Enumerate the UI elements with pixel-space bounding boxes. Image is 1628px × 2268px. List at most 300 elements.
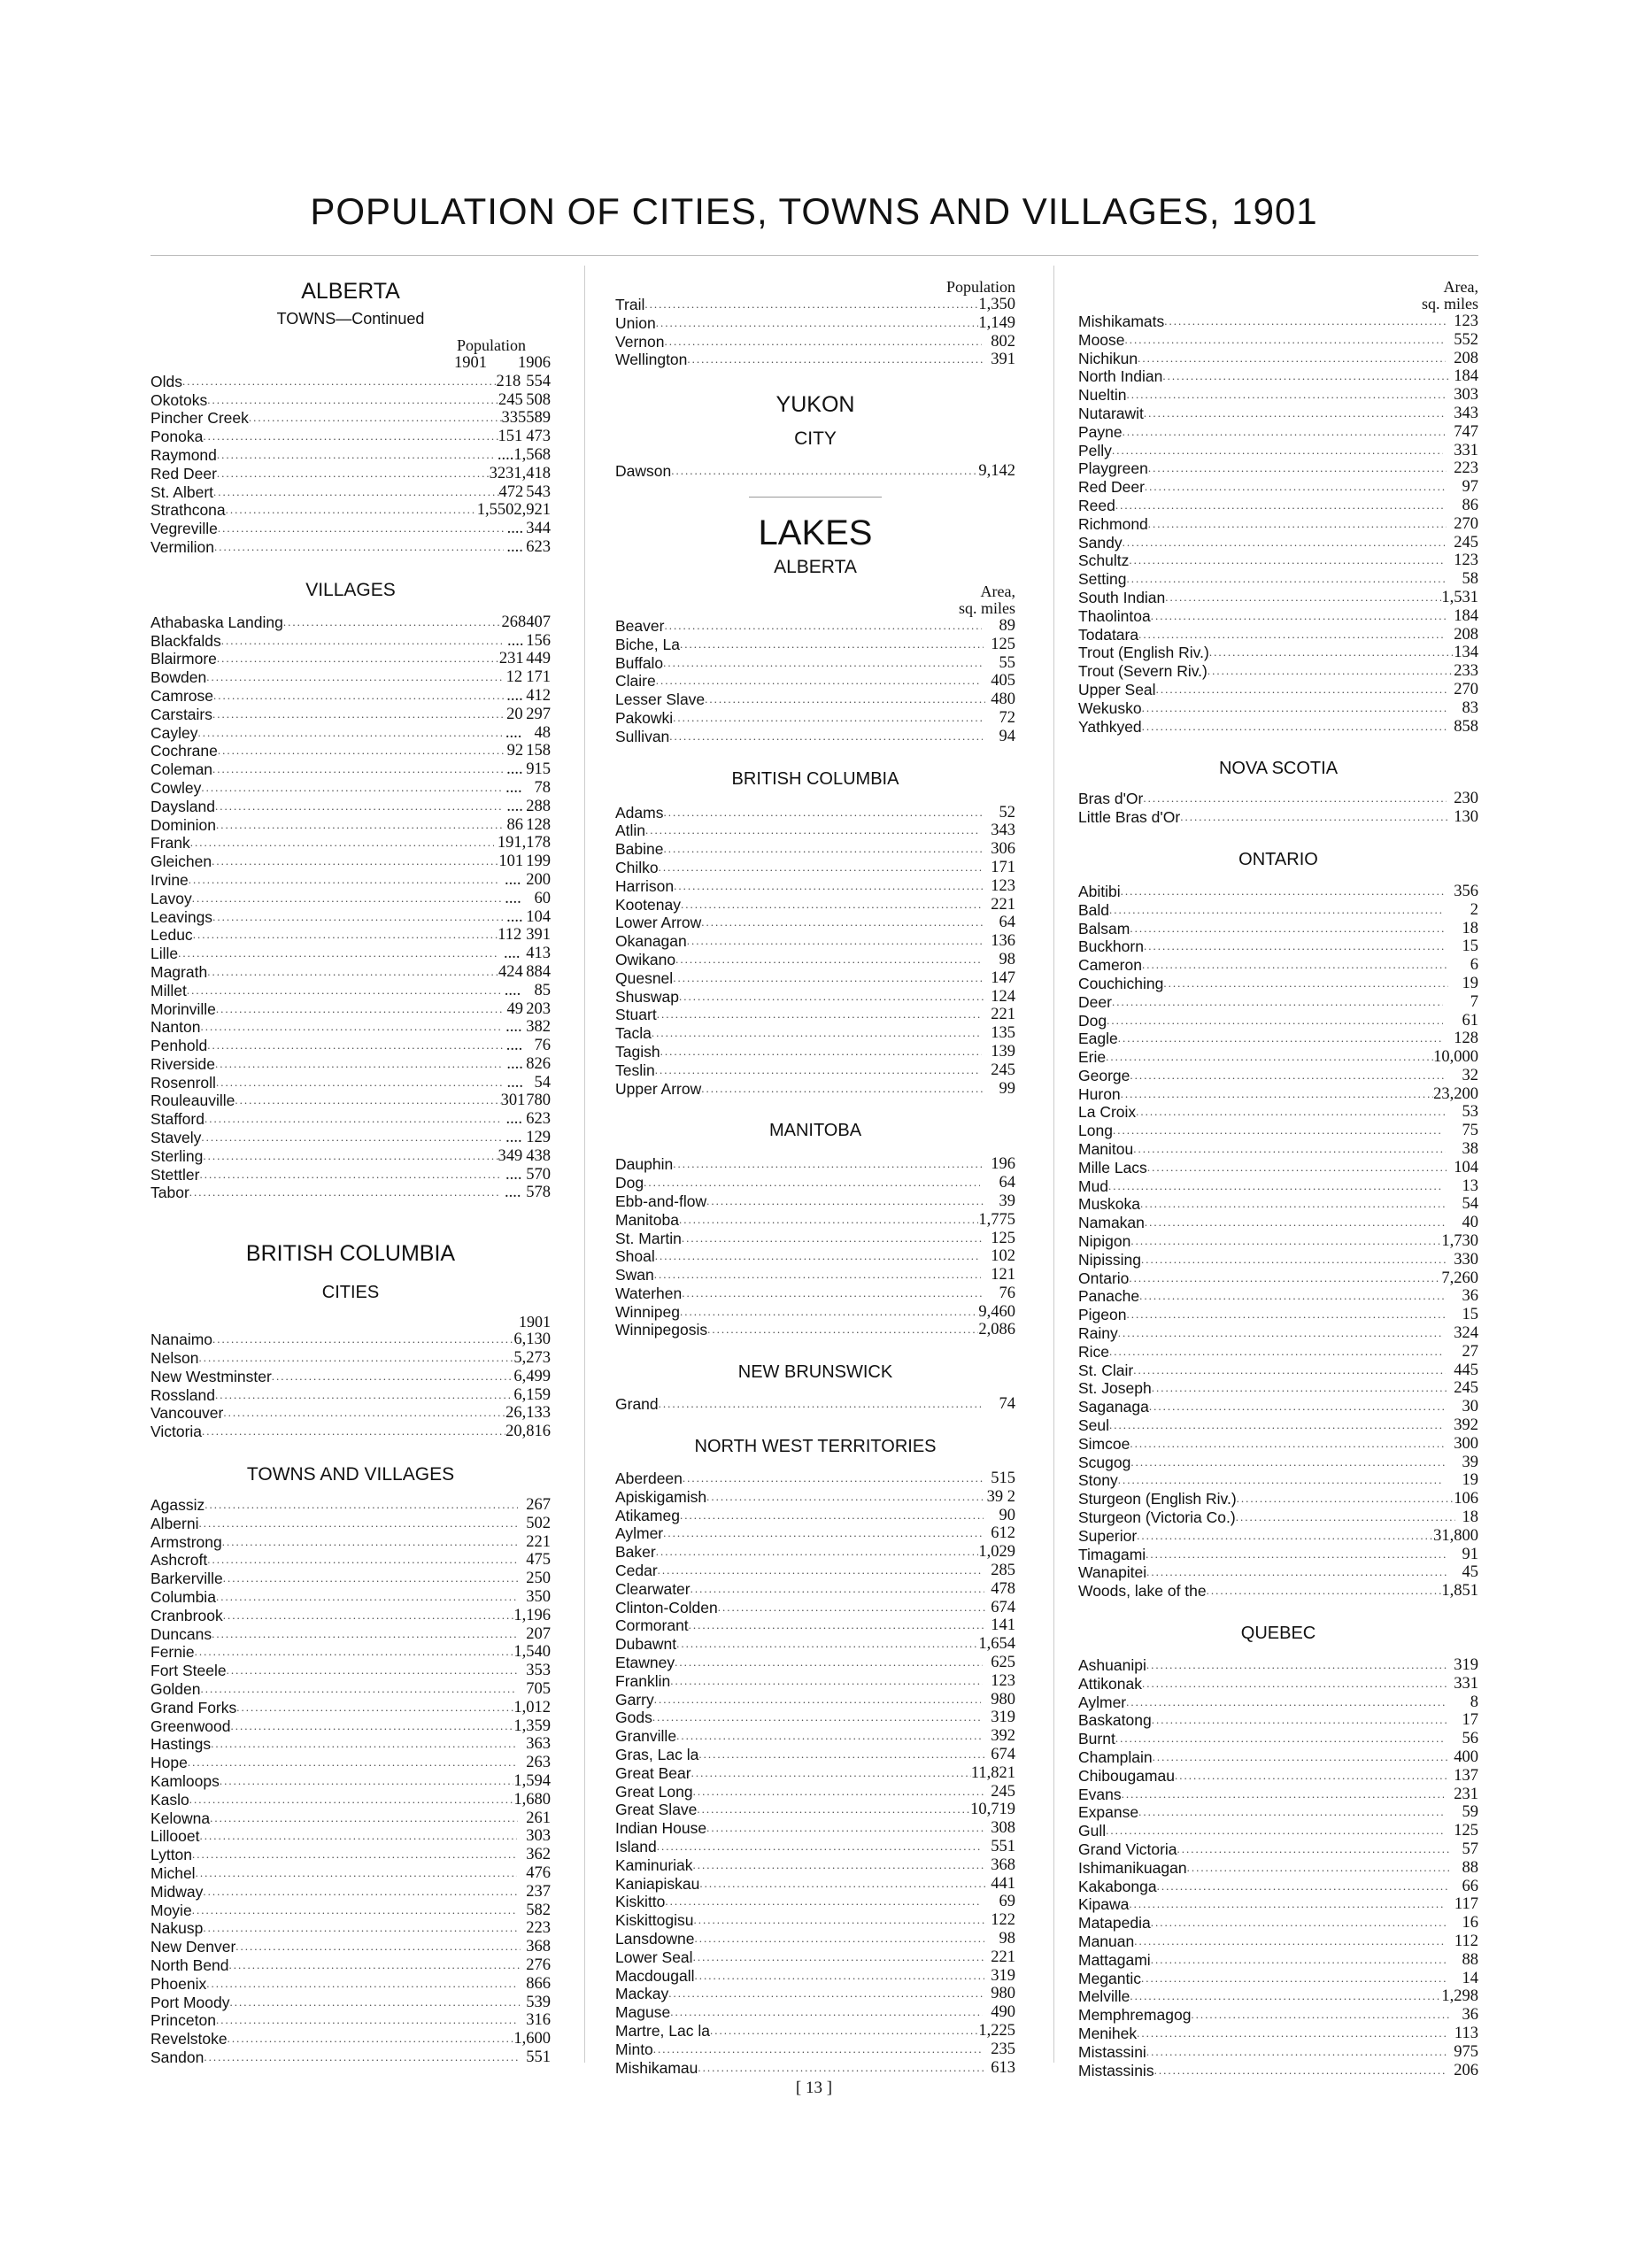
row-value: 1,730 — [1441, 1232, 1478, 1251]
row-value: 392 — [991, 1727, 1015, 1746]
leader-dots — [236, 1699, 513, 1717]
row-name: Strathcona — [150, 501, 226, 520]
leader-dots — [1141, 1251, 1447, 1269]
row-value: 975 — [1454, 2042, 1478, 2061]
table-row — [1078, 1786, 1478, 1804]
row-value: 15 — [1462, 937, 1478, 956]
row-name: Cormorant — [615, 1616, 689, 1635]
table-row — [1078, 1656, 1478, 1675]
table-row — [1078, 1803, 1478, 1822]
row-value: 476 — [526, 1863, 551, 1882]
row-value: 582 — [526, 1901, 551, 1919]
leader-dots — [705, 690, 985, 709]
table-row — [1078, 1269, 1478, 1288]
value-1901: .... — [505, 1165, 522, 1184]
leader-dots — [1130, 1067, 1445, 1085]
row-name: Stuart — [615, 1006, 657, 1024]
row-value: 13 — [1462, 1176, 1478, 1195]
year-header — [150, 354, 551, 373]
row-value: 405 — [991, 672, 1015, 690]
row-value: 88 — [1462, 1950, 1478, 1969]
table-row — [1078, 920, 1478, 938]
row-name: North Indian — [1078, 367, 1163, 386]
row-name: Menihek — [1078, 2024, 1138, 2042]
table-row — [150, 465, 551, 483]
table-row — [615, 1819, 1015, 1838]
row-name: Red Deer — [1078, 478, 1145, 497]
leader-dots — [679, 988, 984, 1007]
leader-dots — [189, 1791, 514, 1809]
row-value: 368 — [526, 1938, 551, 1956]
row-value: 31,800 — [1433, 1526, 1478, 1545]
row-value: 245 — [991, 1782, 1015, 1801]
table-row — [150, 1827, 551, 1846]
table-row — [1078, 956, 1478, 975]
table-row — [615, 877, 1015, 896]
row-name: St. Joseph — [1078, 1379, 1152, 1398]
row-value: 613 — [991, 2058, 1015, 2077]
row-name: Baker — [615, 1543, 656, 1562]
row-name: Burnt — [1078, 1730, 1115, 1748]
leader-dots — [681, 896, 984, 914]
row-value: 445 — [1454, 1361, 1478, 1379]
leader-dots — [660, 1043, 982, 1061]
leader-dots — [207, 1037, 503, 1055]
leader-dots — [706, 1192, 985, 1211]
table-row — [615, 932, 1015, 951]
row-name: Seul — [1078, 1416, 1110, 1435]
row-name: Panache — [1078, 1287, 1140, 1306]
leader-dots — [215, 798, 504, 816]
row-value: 237 — [526, 1882, 551, 1901]
leader-dots — [201, 779, 502, 798]
leader-dots — [1180, 808, 1450, 827]
leader-dots — [654, 1266, 981, 1284]
leader-dots — [213, 687, 504, 706]
leader-dots — [229, 1994, 520, 2012]
table-row — [150, 1533, 551, 1552]
leader-dots — [1106, 1048, 1433, 1067]
table-row — [1078, 1711, 1478, 1730]
table-row — [150, 1699, 551, 1717]
row-value: 551 — [526, 2048, 551, 2066]
table-row — [150, 798, 551, 816]
row-value: 36 — [1462, 2006, 1478, 2025]
table-row — [615, 2022, 1015, 2040]
leader-dots — [1154, 2062, 1447, 2080]
leader-dots — [1209, 644, 1453, 662]
row-value: 306 — [991, 840, 1015, 859]
leader-dots — [216, 2011, 519, 2030]
table-row — [615, 709, 1015, 728]
table-row — [150, 1147, 551, 1166]
row-name: Timagami — [1078, 1545, 1146, 1563]
row-value: 125 — [991, 1229, 1015, 1247]
bc-towns-villages-list — [150, 1496, 551, 2067]
row-name: Ashcroft — [150, 1551, 208, 1570]
row-name: Blairmore — [150, 650, 217, 668]
leader-dots — [1144, 405, 1447, 423]
table-row — [1078, 1177, 1478, 1196]
table-row — [615, 1024, 1015, 1043]
value-1906: 48 — [534, 723, 551, 742]
leader-dots — [654, 1691, 981, 1709]
row-value: 61 — [1462, 1011, 1478, 1030]
row-name: Martre, Lac la — [615, 2021, 710, 2040]
value-1906: 156 — [526, 631, 552, 650]
table-row — [615, 914, 1015, 932]
leader-dots — [235, 1092, 500, 1110]
bc-cities-list — [150, 1331, 551, 1441]
row-name: Lower Seal — [615, 1948, 693, 1966]
row-name: Mille Lacs — [1078, 1158, 1147, 1176]
row-value: 196 — [991, 1155, 1015, 1174]
value-1901: 49 — [506, 999, 523, 1018]
table-row — [615, 988, 1015, 1007]
leader-dots — [653, 2040, 981, 2059]
quebec-lakes-list — [1078, 1656, 1478, 2079]
row-name: Kamloops — [150, 1772, 220, 1790]
table-row — [615, 1654, 1015, 1672]
row-value: 130 — [1454, 808, 1478, 827]
row-value: 139 — [991, 1042, 1015, 1061]
row-name: Moose — [1078, 330, 1125, 349]
row-name: Carstairs — [150, 705, 213, 723]
row-name: Athabaska Landing — [150, 613, 283, 631]
table-row — [150, 1515, 551, 1533]
table-row — [1078, 1251, 1478, 1269]
leader-dots — [1162, 367, 1448, 386]
table-row — [150, 2030, 551, 2048]
value-1901: .... — [505, 1110, 522, 1129]
leader-dots — [680, 636, 984, 654]
table-row — [615, 1247, 1015, 1266]
row-value: 10,719 — [970, 1801, 1015, 1819]
row-value: 38 — [1462, 1140, 1478, 1159]
table-row — [615, 969, 1015, 988]
row-value: 235 — [991, 2040, 1015, 2058]
row-value: 263 — [526, 1754, 551, 1772]
row-value: 74 — [999, 1395, 1015, 1414]
table-row — [1078, 2006, 1478, 2025]
table-row — [1078, 534, 1478, 552]
table-row — [615, 1635, 1015, 1654]
row-name: Atikameg — [615, 1506, 680, 1524]
value-1901: 268 — [501, 613, 527, 631]
leader-dots — [1109, 1416, 1443, 1435]
table-row — [150, 1791, 551, 1809]
leader-dots — [1109, 1343, 1443, 1362]
row-name: Nelson — [150, 1349, 199, 1368]
leader-dots — [664, 840, 982, 859]
value-1906: 623 — [526, 1110, 551, 1129]
row-value: 245 — [1454, 1379, 1478, 1398]
table-row — [150, 446, 551, 465]
table-row — [1078, 312, 1478, 331]
row-name: Simcoe — [1078, 1434, 1130, 1453]
leader-dots — [212, 760, 504, 779]
row-name: Shoal — [615, 1247, 655, 1266]
column-divider-left — [584, 266, 585, 2063]
value-1906: 438 — [526, 1146, 551, 1165]
table-row — [150, 1570, 551, 1588]
row-name: Barkerville — [150, 1570, 223, 1588]
leader-dots — [218, 520, 505, 538]
row-name: Riverside — [150, 1054, 215, 1073]
row-value: 117 — [1454, 1895, 1478, 1914]
leader-dots — [1115, 1730, 1444, 1748]
table-row — [150, 1551, 551, 1570]
leader-dots — [665, 1893, 982, 1911]
row-value: 86 — [1462, 496, 1478, 514]
row-value: 75 — [1462, 1122, 1478, 1140]
section-separator — [749, 497, 882, 498]
row-value: 230 — [1454, 790, 1478, 808]
table-row — [1078, 1675, 1478, 1693]
row-value: 39 2 — [986, 1487, 1015, 1506]
leader-dots — [1109, 901, 1443, 920]
leader-dots — [203, 1147, 498, 1166]
leader-dots — [1142, 699, 1447, 718]
leader-dots — [1151, 1951, 1447, 1970]
row-value: 285 — [991, 1562, 1015, 1580]
value-1901: .... — [504, 981, 521, 999]
leader-dots — [1138, 350, 1446, 368]
value-1906: 413 — [526, 945, 551, 963]
row-name: Manitoba — [615, 1210, 679, 1229]
row-name: Agassiz — [150, 1496, 205, 1515]
row-name: South Indian — [1078, 588, 1166, 606]
row-value: 18 — [1462, 919, 1478, 937]
leader-dots — [1115, 497, 1444, 515]
table-row — [1078, 1527, 1478, 1546]
table-row — [150, 742, 551, 760]
row-value: 19 — [1462, 1471, 1478, 1490]
row-name: Wanapitei — [1078, 1563, 1147, 1582]
value-1901: .... — [497, 445, 514, 464]
row-value: 58 — [1462, 570, 1478, 589]
table-row — [615, 1488, 1015, 1507]
table-row — [150, 428, 551, 446]
column-3 — [1078, 279, 1478, 2079]
value-1906: 391 — [526, 926, 551, 945]
row-name: Okanagan — [615, 932, 687, 951]
row-name: Stony — [1078, 1471, 1118, 1490]
table-row — [150, 1607, 551, 1625]
row-name: Dubawnt — [615, 1635, 677, 1654]
leader-dots — [227, 1662, 520, 1680]
leader-dots — [682, 1284, 984, 1303]
leader-dots — [1130, 1435, 1445, 1454]
table-row — [1078, 699, 1478, 718]
value-1901: 323 — [489, 464, 514, 482]
row-value: 866 — [526, 1974, 551, 1993]
row-name: Biche, La — [615, 635, 680, 653]
row-name: Greenwood — [150, 1716, 231, 1735]
row-value: 17 — [1462, 1711, 1478, 1730]
leader-dots — [701, 914, 985, 932]
row-name: Sterling — [150, 1146, 204, 1165]
leader-dots — [211, 1735, 518, 1754]
leader-dots — [695, 1930, 985, 1948]
table-row — [1078, 1122, 1478, 1140]
row-name: Lille — [150, 945, 179, 963]
table-row — [615, 1911, 1015, 1930]
table-row — [150, 1956, 551, 1975]
table-row — [150, 1404, 551, 1423]
row-name: St. Clair — [1078, 1361, 1134, 1379]
value-1901: 424 — [498, 962, 523, 981]
value-1906: 543 — [526, 482, 551, 501]
row-name: La Croix — [1078, 1103, 1137, 1122]
value-1901: 12 — [505, 668, 523, 687]
table-row — [615, 1543, 1015, 1562]
row-value: 363 — [526, 1735, 551, 1754]
row-value: 91 — [1462, 1545, 1478, 1563]
row-value: 362 — [526, 1846, 551, 1864]
leader-dots — [198, 1349, 513, 1368]
row-name: Swan — [615, 1266, 654, 1284]
row-value: 11,821 — [970, 1763, 1015, 1782]
row-name: Nutarawit — [1078, 404, 1144, 422]
villages-heading: VILLAGES — [305, 579, 396, 600]
leader-dots — [216, 1074, 505, 1092]
row-name: Aberdeen — [615, 1470, 683, 1488]
row-value: 123 — [1454, 552, 1478, 570]
table-row — [1078, 901, 1478, 920]
table-row — [615, 859, 1015, 877]
table-row — [150, 982, 551, 1000]
table-row — [1078, 331, 1478, 350]
table-row — [1078, 1067, 1478, 1085]
row-value: 705 — [526, 1680, 551, 1699]
leader-dots — [1127, 1306, 1445, 1324]
leader-dots — [1148, 515, 1447, 534]
row-name: Dominion — [150, 815, 216, 834]
leader-dots — [200, 1680, 517, 1699]
row-name: Tacla — [615, 1024, 652, 1043]
value-1906: 570 — [526, 1165, 551, 1184]
row-name: Cochrane — [150, 742, 218, 760]
row-name: Stafford — [150, 1110, 204, 1129]
row-value: 6,499 — [513, 1367, 551, 1385]
table-row — [615, 1691, 1015, 1709]
row-name: Victoria — [150, 1423, 203, 1441]
row-name: Rouleauville — [150, 1092, 235, 1110]
row-name: Babine — [615, 840, 664, 859]
table-row — [150, 926, 551, 945]
leader-dots — [199, 1827, 517, 1846]
value-1901: .... — [505, 1129, 522, 1147]
table-row — [1078, 1563, 1478, 1582]
row-name: Hastings — [150, 1735, 212, 1754]
row-value: 625 — [991, 1654, 1015, 1672]
row-name: Okotoks — [150, 390, 208, 409]
table-row — [615, 1006, 1015, 1024]
page-number: [ 13 ] — [795, 2079, 833, 2097]
leader-dots — [644, 296, 978, 314]
nwt-heading: NORTH WEST TERRITORIES — [694, 1437, 937, 1457]
row-name: Woods, lake of the — [1078, 1582, 1207, 1601]
table-row — [150, 963, 551, 982]
table-row — [615, 951, 1015, 969]
leader-dots — [652, 1024, 981, 1043]
table-row — [150, 650, 551, 668]
leader-dots — [203, 428, 498, 446]
value-1906: 449 — [526, 650, 551, 668]
row-value: 18 — [1462, 1508, 1478, 1527]
row-name: Huron — [1078, 1084, 1121, 1103]
leader-dots — [659, 859, 982, 877]
row-value: 245 — [991, 1061, 1015, 1079]
row-value: 1,298 — [1441, 1987, 1478, 2006]
row-name: Nakusp — [150, 1919, 204, 1938]
row-name: Attikonak — [1078, 1674, 1142, 1693]
leader-dots — [1156, 681, 1448, 699]
value-1901: 112 — [498, 926, 522, 945]
leader-dots — [1153, 1748, 1447, 1767]
leader-dots — [1137, 2025, 1446, 2043]
value-1906: 1,568 — [513, 445, 551, 464]
row-value: 350 — [526, 1588, 551, 1607]
row-value: 64 — [999, 914, 1015, 932]
bc-towns-cont-list — [615, 296, 1015, 369]
leader-dots — [1207, 662, 1453, 681]
row-name: Bowden — [150, 668, 207, 687]
sqmiles-label: sq. miles — [958, 598, 1015, 617]
leader-dots — [699, 1875, 985, 1894]
row-name: Pigeon — [1078, 1306, 1127, 1324]
leader-dots — [1146, 1563, 1447, 1582]
leader-dots — [1146, 2043, 1447, 2062]
row-name: Waterhen — [615, 1284, 683, 1302]
table-row — [150, 373, 551, 391]
value-1906: 382 — [526, 1018, 551, 1037]
row-name: Dawson — [615, 462, 672, 481]
row-name: Deer — [1078, 992, 1112, 1011]
table-row — [1078, 1140, 1478, 1159]
leader-dots — [674, 877, 983, 896]
leader-dots — [221, 632, 505, 651]
row-value: 552 — [1454, 330, 1478, 349]
row-name: Great Bear — [615, 1763, 691, 1782]
row-name: Raymond — [150, 445, 217, 464]
row-value: 1,680 — [513, 1790, 551, 1809]
leader-dots — [670, 2003, 982, 2022]
row-name: Nipissing — [1078, 1250, 1141, 1269]
population-label-2: Population — [945, 278, 1015, 296]
row-name: Golden — [150, 1680, 201, 1699]
row-name: Rice — [1078, 1342, 1110, 1361]
leader-dots — [1151, 1914, 1447, 1932]
row-name: Stavely — [150, 1129, 202, 1147]
leader-dots — [1177, 1840, 1450, 1859]
table-row — [615, 690, 1015, 709]
leader-dots — [693, 1856, 985, 1875]
table-row — [150, 1643, 551, 1662]
row-value: 124 — [991, 987, 1015, 1006]
table-row — [150, 409, 551, 428]
table-row — [1078, 790, 1478, 808]
value-1901: 19 — [497, 834, 514, 852]
table-row — [1078, 1012, 1478, 1030]
value-1906: 407 — [526, 613, 551, 631]
row-name: Mistassinis — [1078, 2061, 1154, 2079]
table-row — [150, 871, 551, 890]
value-1901: 151 — [498, 428, 523, 446]
row-name: Harrison — [615, 876, 675, 895]
row-value: 674 — [991, 1598, 1015, 1616]
